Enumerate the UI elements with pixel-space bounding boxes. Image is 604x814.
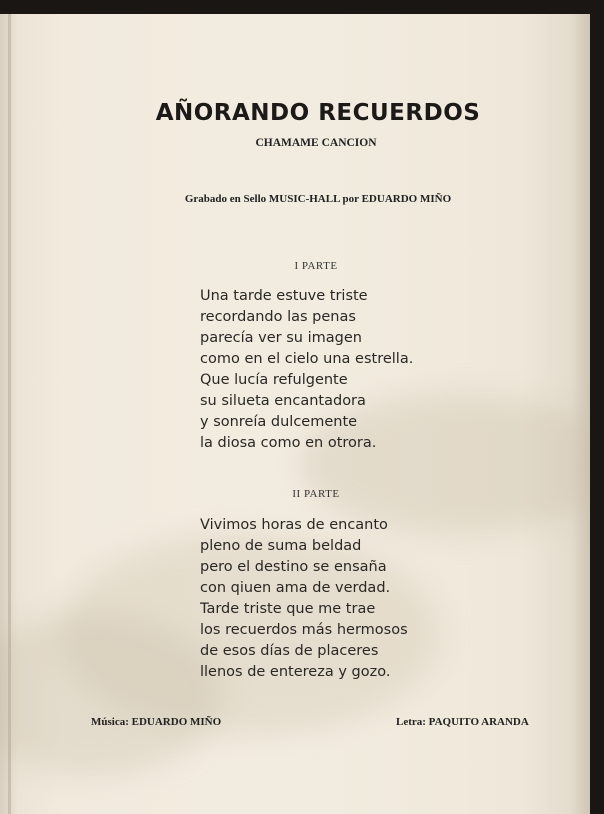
songbook-page [0, 14, 590, 814]
page-gutter [8, 14, 11, 814]
song-genre: CHAMAME CANCION [255, 137, 377, 149]
lyrics-credit: Letra: PAQUITO ARANDA [396, 716, 529, 728]
music-credit: Música: EDUARDO MIÑO [91, 716, 222, 728]
water-stain [0, 614, 220, 774]
verse-line: de esos días de placeres [200, 643, 379, 659]
verse-line: como en el cielo una estrella. [200, 351, 414, 367]
verse-line: la diosa como en otrora. [200, 435, 377, 451]
verse-line: Vivimos horas de encanto [200, 517, 388, 533]
verse-line: y sonreía dulcemente [200, 414, 358, 430]
verse-line: Tarde triste que me trae [200, 601, 376, 617]
verse-line: Una tarde estuve triste [200, 288, 368, 304]
verse-line: Que lucía refulgente [200, 372, 348, 388]
verse-line: pleno de suma beldad [200, 538, 362, 554]
part-2-heading: II PARTE [292, 488, 340, 500]
verse-line: su silueta encantadora [200, 393, 366, 409]
verse-line: los recuerdos más hermosos [200, 622, 408, 638]
part-1-verse [200, 286, 413, 454]
part-1-heading: I PARTE [294, 260, 338, 272]
part-2-verse [200, 515, 408, 683]
recording-info: Grabado en Sello MUSIC-HALL por EDUARDO MIÑO [184, 193, 452, 205]
verse-line: recordando las penas [200, 309, 356, 325]
verse-line: pero el destino se ensaña [200, 559, 387, 575]
verse-line: con qiuen ama de verdad. [200, 580, 391, 596]
verse-line: parecía ver su imagen [200, 330, 362, 346]
verse-line: llenos de entereza y gozo. [200, 664, 391, 680]
song-title: AÑORANDO RECUERDOS [155, 100, 481, 126]
